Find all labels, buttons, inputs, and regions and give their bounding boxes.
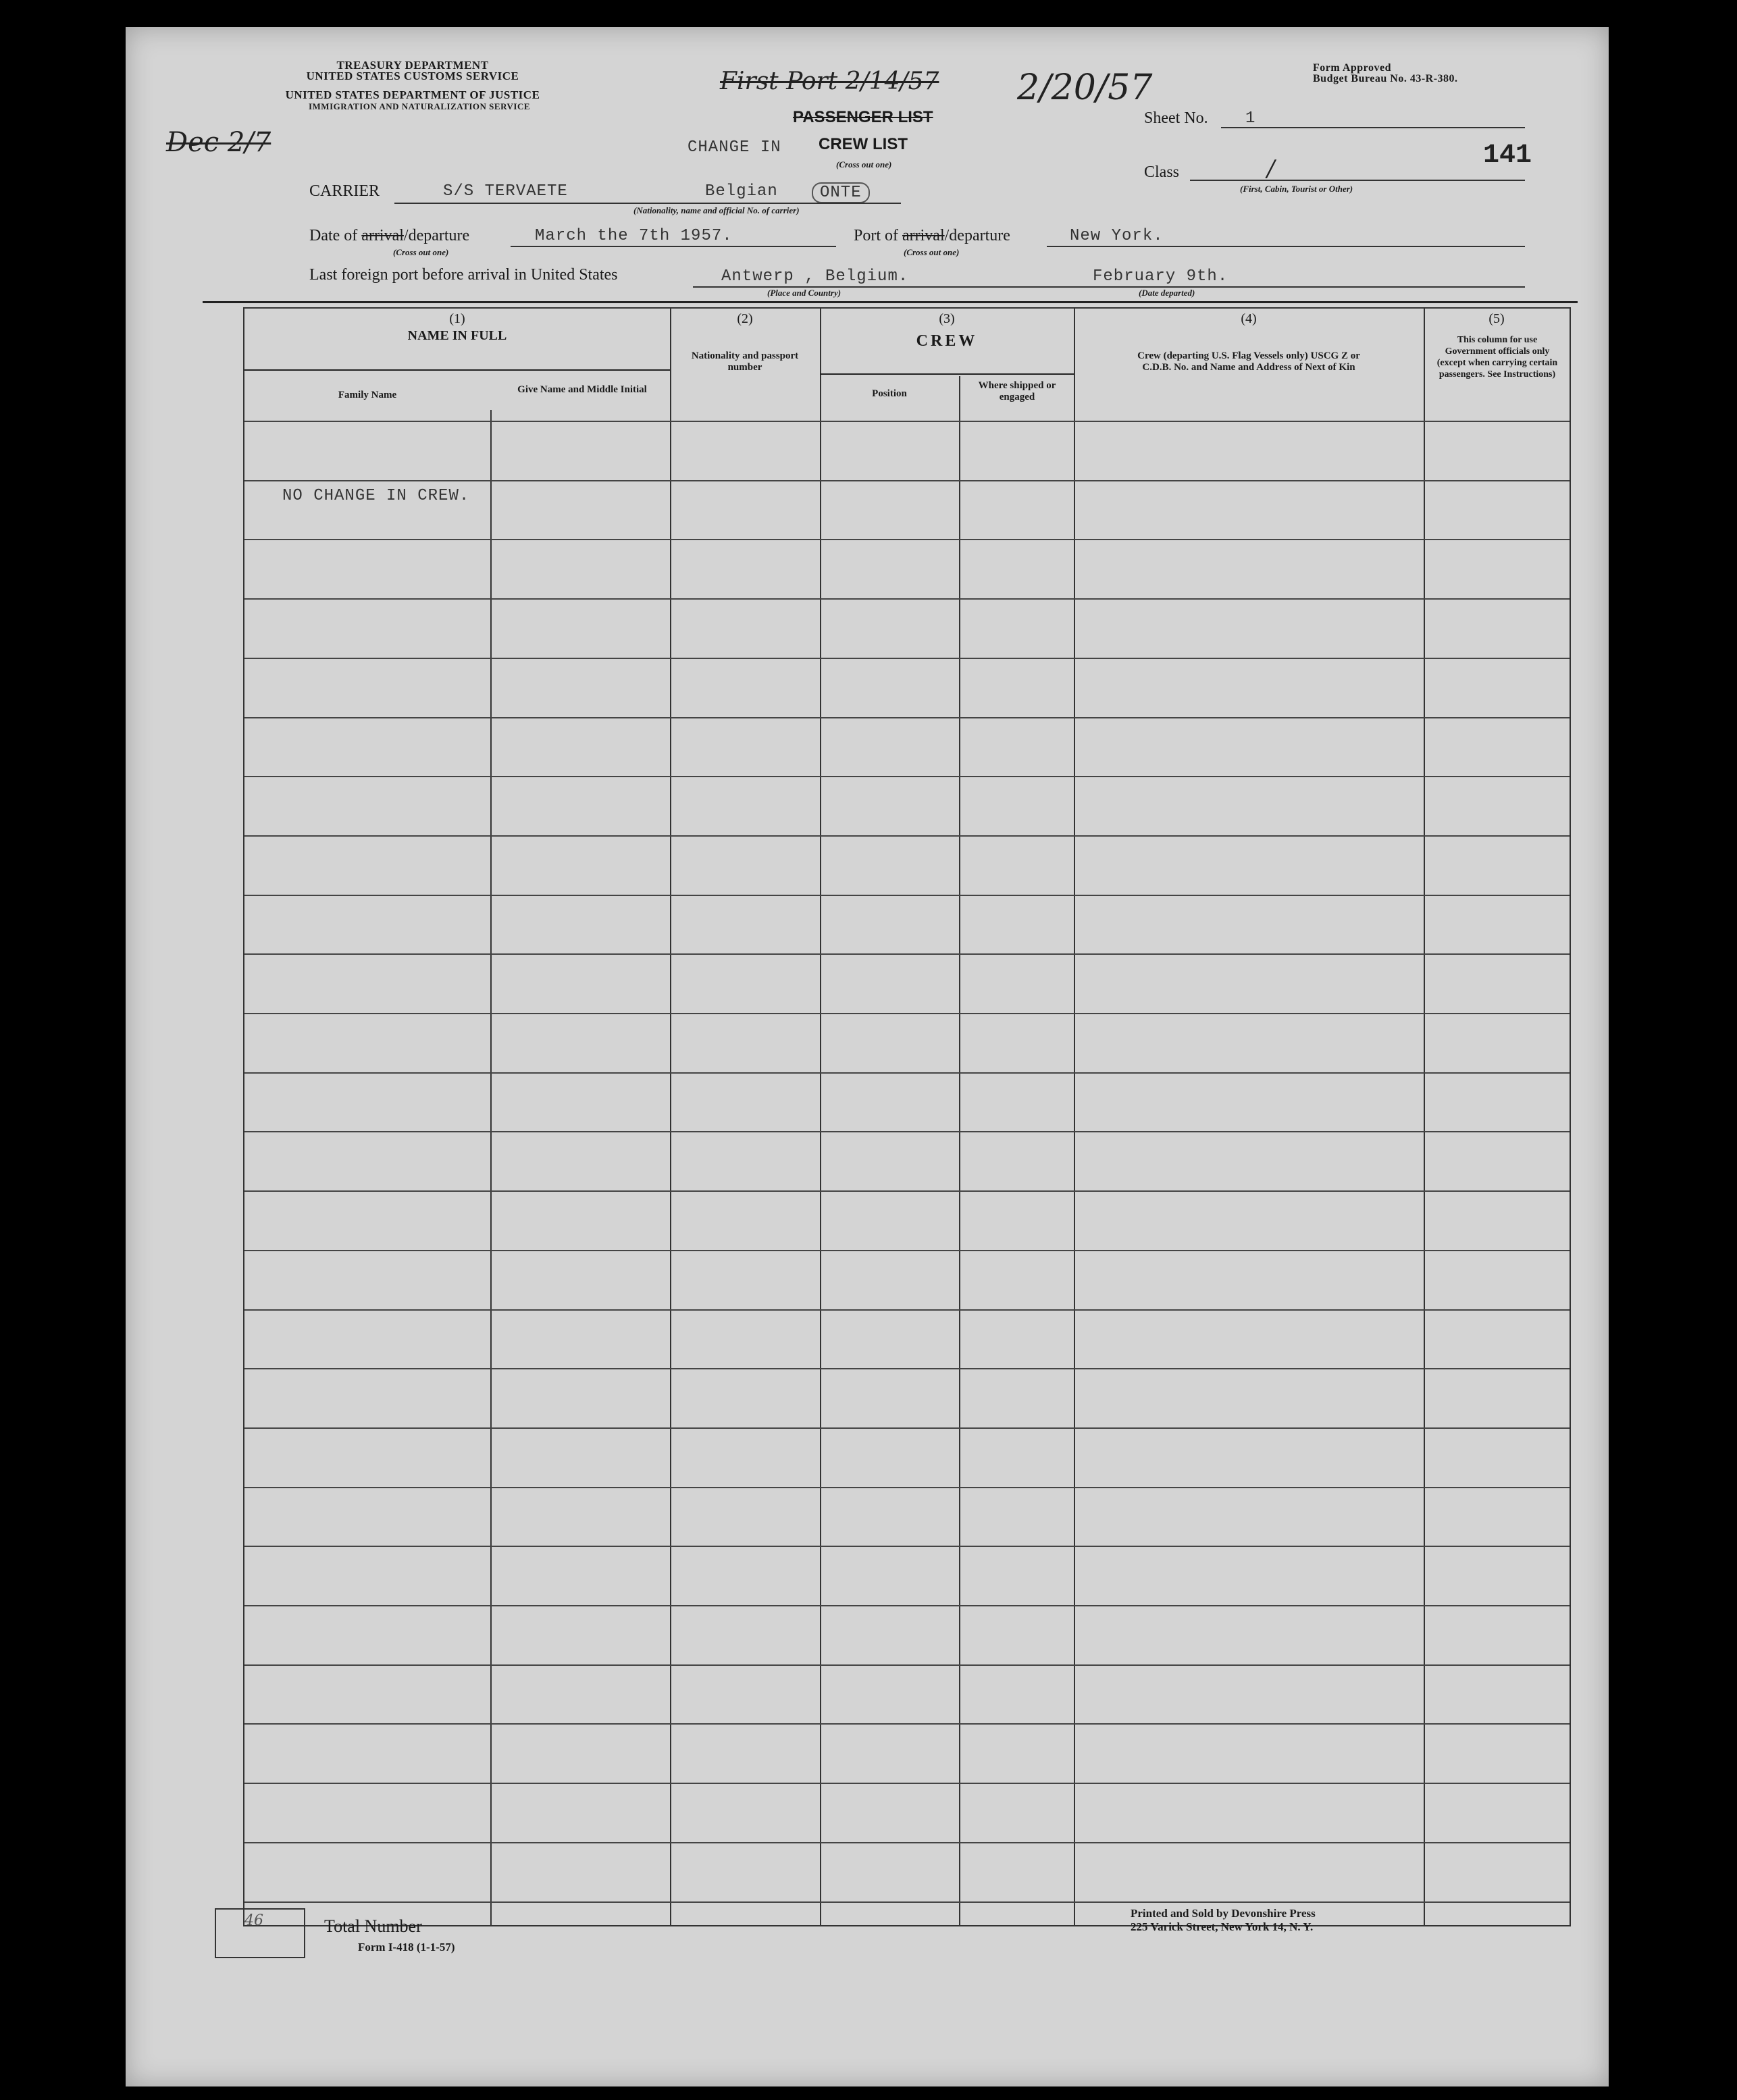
col-divider-4-5 bbox=[1424, 309, 1425, 1925]
table-row-line bbox=[244, 658, 1570, 659]
date-underline bbox=[511, 246, 836, 247]
class-value[interactable]: / bbox=[1267, 155, 1275, 182]
date-departed-underline bbox=[1058, 286, 1525, 288]
table-row-line bbox=[244, 1546, 1570, 1547]
change-in-typed: CHANGE IN bbox=[688, 138, 781, 157]
col5-title: This column for use Government officials only (except when carrying certain passengers. See Instructions) bbox=[1436, 335, 1558, 379]
date-value[interactable]: March the 7th 1957. bbox=[535, 227, 733, 245]
printer-line2: 225 Varick Street, New York 14, N. Y. bbox=[1131, 1920, 1314, 1933]
table-row-line bbox=[244, 717, 1570, 718]
crew-table bbox=[243, 307, 1571, 1926]
printer-line1: Printed and Sold by Devonshire Press bbox=[1131, 1907, 1316, 1920]
form-number: Form I-418 (1-1-57) bbox=[358, 1941, 455, 1953]
date-label-suffix: /departure bbox=[403, 227, 470, 244]
table-row-line bbox=[244, 953, 1570, 955]
port-label-prefix: Port of bbox=[854, 227, 898, 244]
port-label-arrival: arrival bbox=[902, 227, 945, 244]
last-port-label: Last foreign port before arrival in United States bbox=[309, 266, 618, 284]
port-label-suffix: /departure bbox=[944, 227, 1010, 244]
table-row-line bbox=[244, 776, 1570, 777]
class-label: Class bbox=[1144, 163, 1180, 181]
handwritten-first-port: First Port 2/14/57 bbox=[720, 68, 939, 95]
table-row-line bbox=[244, 1013, 1570, 1014]
date-label-prefix: Date of bbox=[309, 227, 358, 244]
sheet-underline bbox=[1221, 127, 1525, 128]
carrier-value[interactable]: S/S TERVAETE bbox=[443, 182, 568, 201]
last-port-value[interactable]: Antwerp , Belgium. bbox=[721, 267, 909, 286]
form-approved: Form Approved bbox=[1313, 62, 1391, 74]
name-subhead-line bbox=[244, 369, 670, 371]
crew-subhead-line bbox=[820, 373, 1074, 375]
date-label-arrival: arrival bbox=[361, 227, 404, 244]
sheet-label: Sheet No. bbox=[1144, 109, 1208, 127]
col2-title: Nationality and passport number bbox=[691, 350, 799, 373]
table-row-line bbox=[244, 895, 1570, 896]
table-row-line bbox=[244, 1309, 1570, 1311]
immigration-service: IMMIGRATION AND NATURALIZATION SERVICE bbox=[308, 101, 531, 111]
table-row-line bbox=[244, 1368, 1570, 1369]
total-box bbox=[215, 1908, 305, 1958]
carrier-id[interactable]: ONTE bbox=[812, 182, 870, 203]
port-value[interactable]: New York. bbox=[1070, 227, 1164, 245]
col3-title: CREW bbox=[916, 332, 978, 350]
table-row-line bbox=[244, 1190, 1570, 1192]
table-row-line bbox=[244, 1487, 1570, 1488]
total-number-label: Total Number bbox=[324, 1916, 422, 1936]
port-cross-caption: (Cross out one) bbox=[904, 247, 960, 257]
port-underline bbox=[1047, 246, 1525, 247]
col1b-header: Give Name and Middle Initial bbox=[517, 384, 647, 395]
carrier-underline bbox=[394, 203, 901, 204]
date-departed-value[interactable]: February 9th. bbox=[1093, 267, 1228, 286]
total-box-value: 46 bbox=[244, 1912, 263, 1929]
crew-list-title: CREW LIST bbox=[819, 135, 908, 153]
col4-number: (4) bbox=[1241, 311, 1257, 326]
carrier-nationality[interactable]: Belgian bbox=[705, 182, 778, 201]
col5-number: (5) bbox=[1488, 311, 1505, 326]
col-divider-3a-3b bbox=[959, 376, 960, 1925]
col1-title: NAME IN FULL bbox=[407, 328, 507, 343]
col-divider-3-4 bbox=[1074, 309, 1075, 1925]
table-row-line bbox=[244, 1901, 1570, 1903]
col1a-header: Family Name bbox=[338, 390, 397, 400]
table-row-line bbox=[244, 480, 1570, 481]
table-row-line bbox=[244, 1723, 1570, 1725]
date-departed-caption: (Date departed) bbox=[1139, 288, 1195, 298]
date-cross-caption: (Cross out one) bbox=[393, 247, 449, 257]
handwritten-date: 2/20/57 bbox=[1017, 68, 1153, 108]
cross-out-caption: (Cross out one) bbox=[836, 159, 892, 169]
treasury-dept: TREASURY DEPARTMENT bbox=[336, 59, 489, 72]
port-label bbox=[854, 227, 1010, 245]
table-row-line bbox=[244, 1427, 1570, 1429]
budget-bureau: Budget Bureau No. 43-R-380. bbox=[1313, 73, 1458, 84]
col1-number: (1) bbox=[449, 311, 465, 326]
table-row-line bbox=[244, 835, 1570, 837]
table-row-line bbox=[244, 1783, 1570, 1784]
date-label bbox=[309, 227, 469, 245]
handwritten-strike-left: Dec 2/7 bbox=[166, 127, 271, 158]
col-divider-1-2 bbox=[670, 309, 671, 1925]
table-row-line bbox=[244, 1131, 1570, 1132]
class-caption: (First, Cabin, Tourist or Other) bbox=[1240, 184, 1353, 194]
carrier-label: CARRIER bbox=[309, 182, 380, 200]
form-sheet bbox=[126, 27, 1609, 2086]
carrier-caption: (Nationality, name and official No. of carrier) bbox=[633, 205, 800, 215]
justice-dept: UNITED STATES DEPARTMENT OF JUSTICE bbox=[285, 88, 540, 101]
table-row-line bbox=[244, 1664, 1570, 1666]
table-row-line bbox=[244, 1842, 1570, 1843]
table-row-line bbox=[244, 421, 1570, 422]
table-row-line bbox=[244, 1605, 1570, 1606]
sheet-value[interactable]: 1 bbox=[1245, 109, 1256, 128]
table-row-line bbox=[244, 1072, 1570, 1074]
place-caption: (Place and Country) bbox=[767, 288, 841, 298]
col4-title: Crew (departing U.S. Flag Vessels only) USCG Z or C.D.B. No. and Name and Address of Next of Kin bbox=[1137, 350, 1360, 373]
col2-number: (2) bbox=[737, 311, 753, 326]
class-underline bbox=[1190, 180, 1525, 181]
header-separator bbox=[203, 301, 1578, 303]
passenger-list-title: PASSENGER LIST bbox=[793, 108, 933, 126]
col3-number: (3) bbox=[939, 311, 955, 326]
no-change-entry: NO CHANGE IN CREW. bbox=[282, 487, 470, 505]
col-divider-2-3 bbox=[820, 309, 821, 1925]
col3a-header: Position bbox=[872, 388, 907, 399]
col-divider-1a-1b bbox=[490, 410, 492, 1925]
table-row-line bbox=[244, 1250, 1570, 1251]
customs-service: UNITED STATES CUSTOMS SERVICE bbox=[306, 70, 519, 82]
stamp-number: 141 bbox=[1483, 140, 1532, 171]
table-row-line bbox=[244, 539, 1570, 540]
col3b-header: Where shipped or engaged bbox=[978, 380, 1056, 402]
table-row-line bbox=[244, 598, 1570, 600]
